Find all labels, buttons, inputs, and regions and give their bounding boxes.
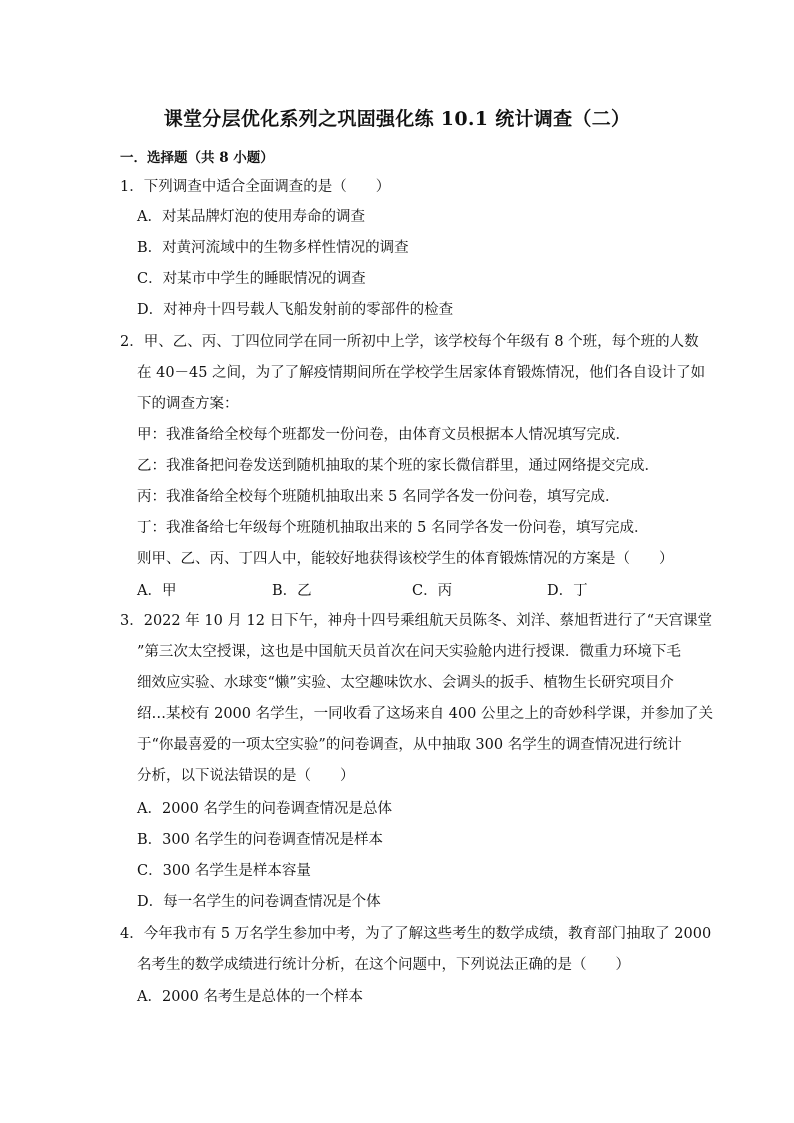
question-1-option-b[interactable]: B．对黄河流域中的生物多样性情况的调查 (137, 240, 409, 256)
question-2-plan-jia: 甲：我准备给全校每个班都发一份问卷，由体育文员根据本人情况填写完成． (137, 427, 630, 443)
question-3-option-b[interactable]: B．300 名学生的问卷调查情况是样本 (137, 832, 383, 848)
question-1-option-d[interactable]: D．对神舟十四号载人飞船发射前的零部件的检查 (137, 302, 454, 318)
question-1-stem: 1．下列调查中适合全面调查的是（ ） (120, 179, 391, 195)
question-2-plan-bing: 丙：我准备给全校每个班随机抽取出来 5 名同学各发一份问卷，填写完成． (137, 489, 620, 505)
question-3-line: 分析，以下说法错误的是（ ） (137, 768, 355, 784)
question-1-option-c[interactable]: C．对某市中学生的睡眠情况的调查 (137, 271, 366, 287)
question-2-line: 2．甲、乙、丙、丁四位同学在同一所初中上学，该学校每个年级有 8 个班，每个班的人数 (120, 334, 699, 350)
question-2-option-c[interactable]: C．丙 (412, 583, 453, 599)
section-heading: 一．选择题（共 8 小题） (120, 150, 274, 166)
question-2-line: 下的调查方案： (137, 396, 239, 412)
question-2-line: 则甲、乙、丙、丁四人中，能较好地获得该校学生的体育锻炼情况的方案是（ ） (137, 551, 674, 567)
question-2-plan-ding: 丁：我准备给七年级每个班随机抽取出来的 5 名同学各发一份问卷，填写完成． (137, 520, 649, 536)
question-4-line: 名考生的数学成绩进行统计分析，在这个问题中，下列说法正确的是（ ） (137, 957, 630, 973)
question-3-line: 细效应实验、水球变“懒”实验、太空趣味饮水、会调头的扳手、植物生长研究项目介 (137, 675, 674, 691)
question-3-line: 于“你最喜爱的一项太空实验”的问卷调查，从中抽取 300 名学生的调查情况进行统计 (137, 737, 682, 753)
question-3-line: 3．2022 年 10 月 12 日下午，神舟十四号乘组航天员陈冬、刘洋、蔡旭哲进行了“天宫课堂 (120, 613, 712, 629)
page-title: 课堂分层优化系列之巩固强化练 10.1 统计调查（二） (163, 108, 631, 130)
question-3-option-d[interactable]: D．每一名学生的问卷调查情况是个体 (137, 894, 381, 910)
question-2-option-b[interactable]: B．乙 (272, 583, 312, 599)
question-1-option-a[interactable]: A．对某品牌灯泡的使用寿命的调查 (137, 209, 365, 225)
question-3-line: ”第三次太空授课，这也是中国航天员首次在问天实验舱内进行授课．微重力环境下毛 (137, 644, 681, 660)
question-3-line: 绍…某校有 2000 名学生，一同收看了这场来自 400 公里之上的奇妙科学课，并参加了关 (137, 706, 714, 722)
question-3-option-c[interactable]: C．300 名学生是样本容量 (137, 863, 311, 879)
question-2-plan-yi: 乙：我准备把问卷发送到随机抽取的某个班的家长微信群里，通过网络提交完成． (137, 458, 659, 474)
question-3-option-a[interactable]: A．2000 名学生的问卷调查情况是总体 (137, 801, 392, 817)
question-2-line: 在 40－45 之间，为了了解疫情期间所在学校学生居家体育锻炼情况，他们各自设计了如 (137, 365, 706, 381)
question-2-option-a[interactable]: A．甲 (137, 583, 177, 599)
question-2-options (137, 579, 657, 599)
question-4-option-a[interactable]: A．2000 名考生是总体的一个样本 (137, 989, 363, 1005)
question-4-line: 4．今年我市有 5 万名学生参加中考，为了了解这些考生的数学成绩，教育部门抽取了 2000 (120, 926, 712, 942)
question-2-option-d[interactable]: D．丁 (547, 583, 588, 599)
